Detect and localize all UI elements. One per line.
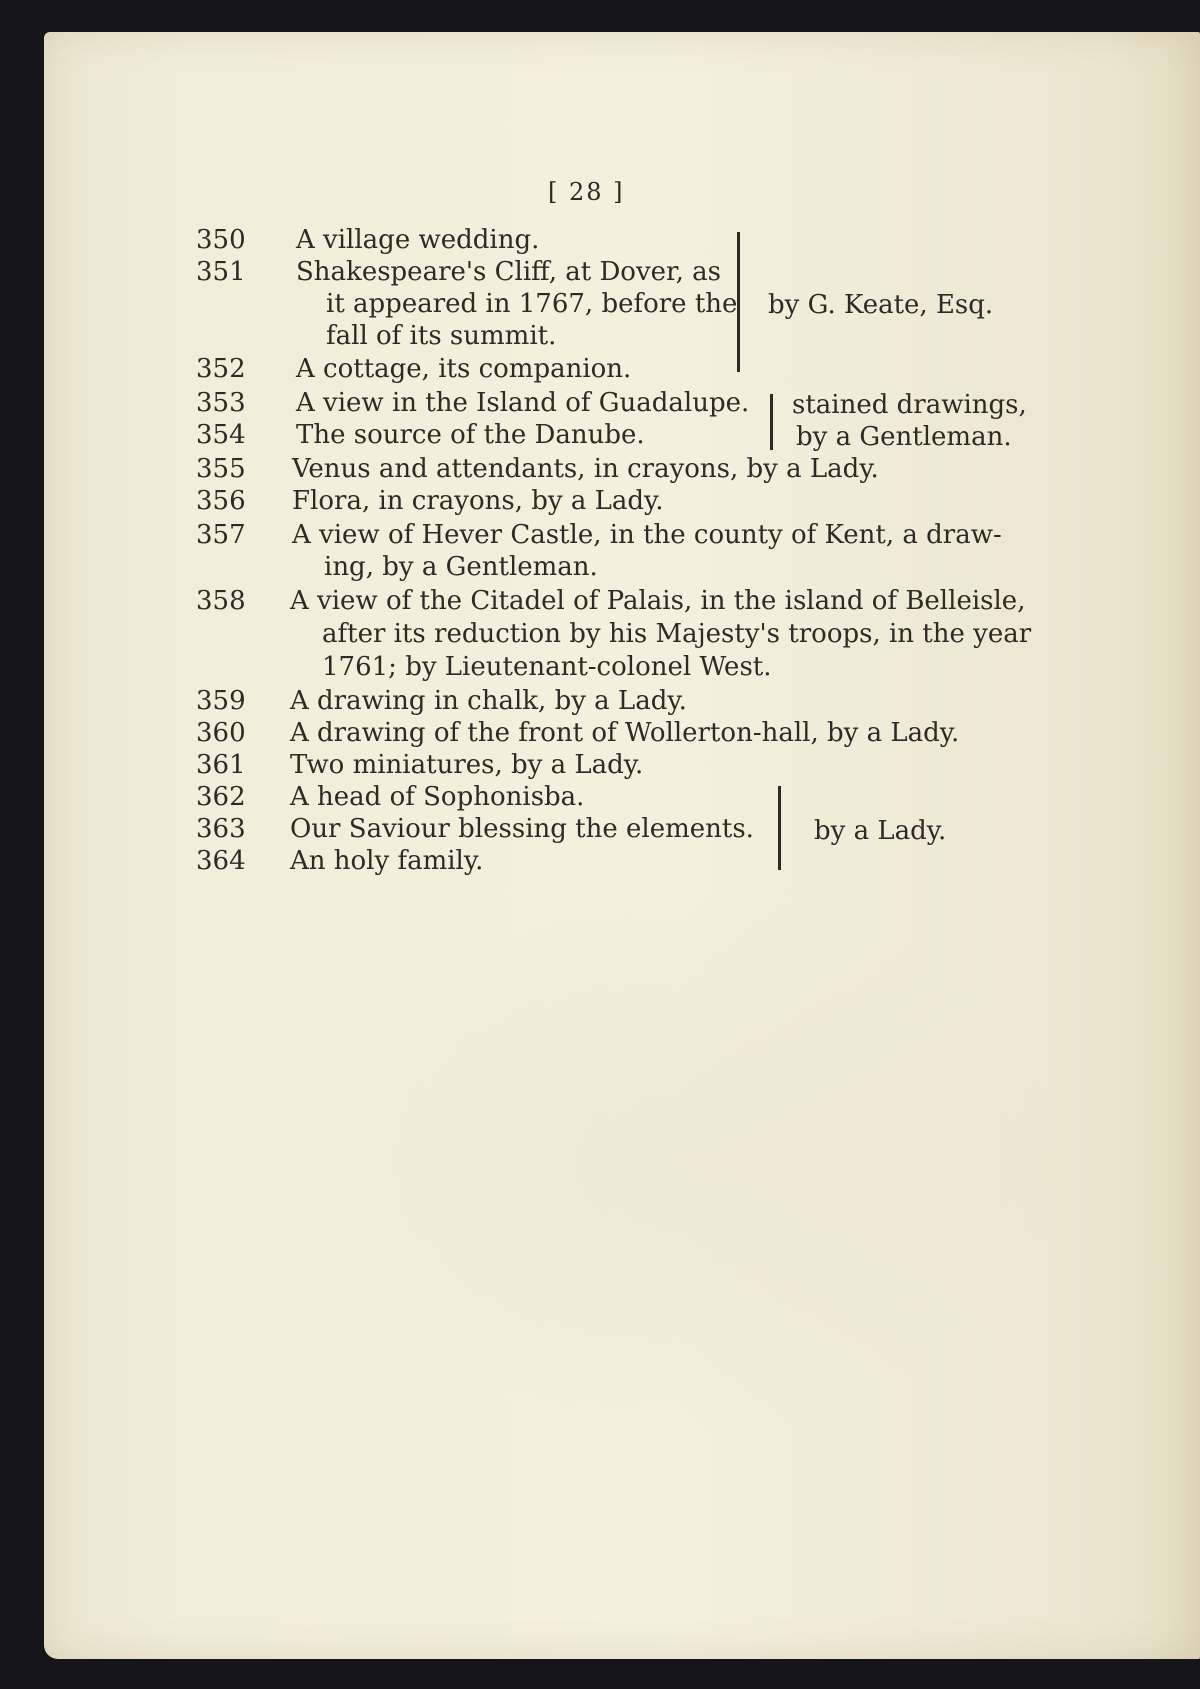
- entry-text: Flora, in crayons, by a Lady.: [292, 486, 664, 516]
- entry-number: 357: [196, 520, 246, 550]
- entry-number: 364: [196, 846, 246, 876]
- grouping-brace: [778, 786, 781, 870]
- entry-number: 356: [196, 486, 246, 516]
- entry-text: A head of Sophonisba.: [290, 782, 585, 812]
- grouping-brace: [770, 394, 773, 450]
- entry-text: The source of the Danube.: [296, 420, 645, 450]
- attribution-keate: by G. Keate, Esq.: [768, 290, 994, 320]
- entry-number: 354: [196, 420, 246, 450]
- entry-text: it appeared in 1767, before the: [326, 289, 738, 319]
- entry-number: 358: [196, 586, 246, 616]
- entry-text: A drawing in chalk, by a Lady.: [290, 686, 687, 716]
- entry-text: A view in the Island of Guadalupe.: [296, 388, 750, 418]
- entry-text: ing, by a Gentleman.: [324, 552, 598, 582]
- entry-text: Our Saviour blessing the elements.: [290, 814, 754, 844]
- entry-text: A view of the Citadel of Palais, in the island of Belleisle,: [290, 586, 1026, 616]
- page-header: [ 28 ]: [548, 178, 625, 206]
- entry-number: 362: [196, 782, 246, 812]
- entry-text: A village wedding.: [296, 225, 540, 255]
- entry-number: 363: [196, 814, 246, 844]
- attribution-gentleman-line2: by a Gentleman.: [796, 422, 1012, 452]
- grouping-brace: [737, 232, 740, 372]
- attribution-gentleman-line1: stained drawings,: [792, 390, 1027, 420]
- entry-text: A drawing of the front of Wollerton-hall, by a Lady.: [290, 718, 960, 748]
- entry-number: 350: [196, 225, 246, 255]
- entry-text: Two miniatures, by a Lady.: [290, 750, 644, 780]
- entry-number: 359: [196, 686, 246, 716]
- entry-number: 351: [196, 257, 246, 287]
- entry-text: A view of Hever Castle, in the county of Kent, a draw-: [292, 520, 1002, 550]
- entry-number: 352: [196, 354, 246, 384]
- entry-text: 1761; by Lieutenant-colonel West.: [322, 652, 772, 682]
- entry-text: Shakespeare's Cliff, at Dover, as: [296, 257, 721, 287]
- show-through-bleed: [324, 892, 1064, 1432]
- entry-number: 353: [196, 388, 246, 418]
- entry-number: 360: [196, 718, 246, 748]
- entry-text: Venus and attendants, in crayons, by a Lady.: [292, 454, 879, 484]
- entry-text: after its reduction by his Majesty's troops, in the year: [322, 619, 1032, 649]
- entry-text: fall of its summit.: [326, 321, 557, 351]
- entry-number: 355: [196, 454, 246, 484]
- entry-text: An holy family.: [290, 846, 484, 876]
- entry-text: A cottage, its companion.: [296, 354, 632, 384]
- entry-number: 361: [196, 750, 246, 780]
- attribution-lady: by a Lady.: [814, 816, 947, 846]
